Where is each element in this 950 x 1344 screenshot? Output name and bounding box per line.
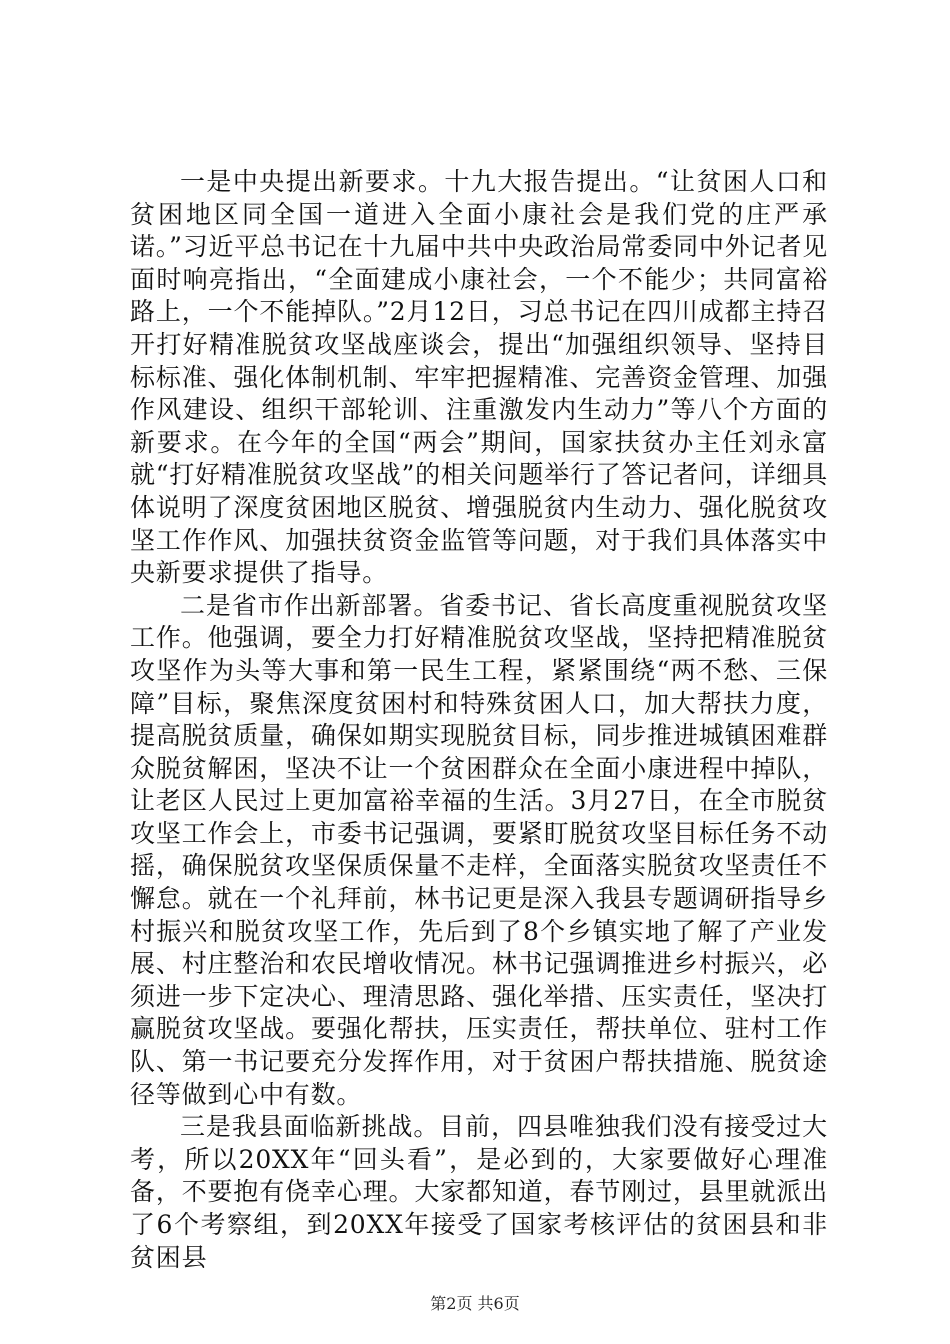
- paragraph-central-requirements: 一是中央提出新要求。十九大报告提出。“让贫困人口和贫困地区同全国一道进入全面小康社会是我们党的庄严承诺。”习近平总书记在十九届中共中央政治局常委同中外记者见面时响亮指出，“全面建成小康社会，一个不能少；共同富裕路上，一个不能掉队。”2月12日，习总书记在四川成都主持召开打好精准脱贫攻坚战座谈会，提出“加强组织领导、坚持目标标准、强化体制机制、牢牢把握精准、完善资金管理、加强作风建设、组织干部轮训、注重激发内生动力”等八个方面的新要求。在今年的全国“两会”期间，国家扶贫办主任刘永富就“打好精准脱贫攻坚战”的相关问题举行了答记者问，详细具体说明了深度贫困地区脱贫、增强脱贫内生动力、强化脱贫攻坚工作作风、加强扶贫资金监管等问题，对于我们具体落实中央新要求提供了指导。: [130, 167, 828, 588]
- document-body: [130, 166, 828, 1274]
- paragraph-province-deployment: 二是省市作出新部署。省委书记、省长高度重视脱贫攻坚工作。他强调，要全力打好精准脱贫攻坚战，坚持把精准脱贫攻坚作为头等大事和第一民生工程，紧紧围绕“两不愁、三保障”目标，聚焦深度贫困村和特殊贫困人口，加大帮扶力度，提高脱贫质量，确保如期实现脱贫目标，同步推进城镇困难群众脱贫解困，坚决不让一个贫困群众在全面小康进程中掉队，让老区人民过上更加富裕幸福的生活。3月27日，在全市脱贫攻坚工作会上，市委书记强调，要紧盯脱贫攻坚目标任务不动摇，确保脱贫攻坚保质保量不走样，全面落实脱贫攻坚责任不懈怠。就在一个礼拜前，林书记更是深入我县专题调研指导乡村振兴和脱贫攻坚工作，先后到了8个乡镇实地了解了产业发展、村庄整治和农民增收情况。林书记强调推进乡村振兴，必须进一步下定决心、理清思路、强化举措、压实责任，坚决打赢脱贫攻坚战。要强化帮扶，压实责任，帮扶单位、驻村工作队、第一书记要充分发挥作用，对于贫困户帮扶措施、脱贫途径等做到心中有数。: [130, 590, 828, 1109]
- paragraph-county-challenges: 三是我县面临新挑战。目前，四县唯独我们没有接受过大考，所以20XX年“回头看”，是必到的，大家要做好心理准备，不要抱有侥幸心理。大家都知道，春节刚过，县里就派出了6个考察组，到20XX年接受了国家考核评估的贫困县和非贫困县: [130, 1112, 828, 1272]
- page-number-footer: 第2页 共6页: [430, 1294, 520, 1313]
